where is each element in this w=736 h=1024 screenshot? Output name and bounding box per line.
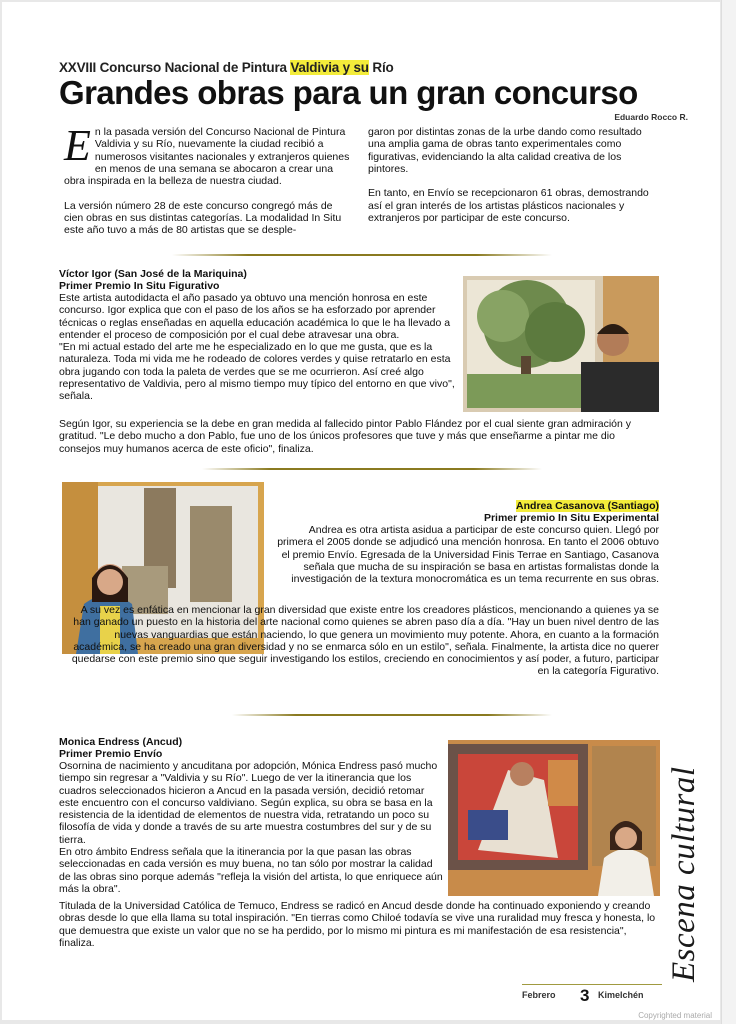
divider: [202, 468, 542, 470]
footer-rule: [522, 984, 662, 985]
divider: [232, 714, 552, 716]
intro-col1: E n la pasada versión del Concurso Nacional de Pintura Valdivia y su Río, nuevamente la ciudad recibió a numerosos visitantes nacionales y extranjeros quienes en menos de una semana se abocaron a crear una obra inspirada en la belleza de nuestra ciudad. La versión número 28 de este concurso congregó más de cien obras en sus distintas categorías. La modalidad In Situ este año tuvo a más de 80 artistas que se desple-: [64, 121, 350, 237]
section1-body: Este artista autodidacta el año pasado ya obtuvo una mención honrosa en este concurso. Igor explica que con el paso de los años se ha esforzado por aprender técnicas o reglas enseñadas en aquella educación académica lo que le ha llevado a entender el proceso de composición por el cual debe atravesar una obra. "En mi actual estado del arte me he especializado en lo que me gusta, que es la naturaleza. Toda mi vida me he rodeado de colores verdes y quise retratarlo en esta obra jugando con toda la paleta de verdes que se me ocurrieron. Así creé algo representativo de Valdivia, pero al mismo tiempo muy típico del entorno en que vivo", señala.: [59, 292, 455, 403]
divider: [172, 254, 552, 256]
photo-monica-endress: [448, 740, 660, 896]
intro-col2: garon por distintas zonas de la urbe dando como resultado una amplia gama de obras tanto experimentales como figurativas, evidenciando la alta calidad creativa de los pintores. En tanto, en Envío se recepcionaron 61 obras, demostrando así el gran interés de los artistas plásticos nacionales y extranjeros por participar de este concurso.: [368, 126, 649, 225]
magazine-page: [2, 2, 720, 1020]
page-number: 3: [580, 986, 590, 1005]
section3-body: Osornina de nacimiento y ancuditana por adopción, Mónica Endress pasó mucho tiempo sin regresar a "Valdivia y su Río". Luego de ver la itinerancia que los cuadros seleccionados hicieron a Ancud en la pasada versión, decidió retomar este encuentro con el concurso valdiviano. Según explica, su obra se basa en la resistencia de la identidad de elementos de nuestra vida, retratando un poco su filosofía de vida y donde a través de su arte muestra costumbres del sur y de su tierra. En otro ámbito Endress señala que la itinerancia por la que pasan las obras seleccionadas en cada versión es muy buena, no tan sólo por mostrar la calidad de las obras sino porque además "refleja la visión del artista, lo que enriquece aún más la obra".: [59, 760, 443, 895]
section2-body-1: Andrea es otra artista asidua a participar de este concurso quien. Llegó por primera el 2005 donde se adjudicó una mención honrosa. En tanto el 2006 obtuvo el premio Envío. Egresada de la Universidad Finis Terrae en Santiago, Casanova señala que mucha de su inspiración se basa en artistas formalistas donde la investigación de la textura monocromática es un tema recurrente en sus obras.: [277, 524, 659, 586]
watermark: Copyrighted material: [638, 1011, 712, 1020]
page-edge: [721, 0, 736, 1024]
page-title: Grandes obras para un gran concurso: [59, 74, 638, 111]
section3-prize: Primer Premio Envío: [59, 748, 163, 760]
section3-name: Monica Endress (Ancud): [59, 736, 183, 748]
section2-body-2: A su vez es enfática en mencionar la gran diversidad que existe entre los creadores plásticos, mencionando a quienes ya se han ganado un puesto en la historia del arte nacional como quienes se abren paso día a día. "Hay un buen nivel dentro de las nuevas vanguardias que están naciendo, lo que genera un movimiento muy potente. Ahora, en cuanto a la formación académica, se ha creado una gran diversidad y no se enmarca sólo en un estilo", señala. Finalmente, la artista dice no querer quedarse con este premio sino que seguir investigando los estilos, creciendo en conocimientos y así poder, a futuro, participar en la categoría Figurativo.: [71, 604, 659, 678]
footer-month: Febrero: [522, 990, 556, 1000]
section1-name: Víctor Igor (San José de la Mariquina): [59, 268, 247, 280]
author-byline: Eduardo Rocco R.: [614, 112, 688, 122]
footer-publication: Kimelchén: [598, 990, 644, 1000]
section1-closing: Según Igor, su experiencia se la debe en gran medida al fallecido pintor Pablo Flández por el cual siente gran admiración y gratitud. "Le debo mucho a don Pablo, fue uno de los únicos profesores que tuve y más que enseñarme a pintar me dio consejos muy humanos acerca de este oficio", finaliza.: [59, 418, 632, 455]
section2-prize: Primer premio In Situ Experimental: [483, 512, 659, 524]
photo-victor-igor: [463, 276, 659, 412]
drop-cap: E: [64, 121, 91, 170]
kicker: XXVIII Concurso Nacional de Pintura Valdivia y su Río: [59, 60, 394, 75]
section3-closing: Titulada de la Universidad Católica de Temuco, Endress se radicó en Ancud desde donde ha continuado exponiendo y creando obras desde lo que ella llama su total inspiración. "En tierras como Chiloé todavía se vive una ruralidad muy fresca y honesta, lo que demuestra que existe un valor que no se ha perdido, por lo mismo mi pintura es mi manifestación de esa resistencia", finaliza.: [59, 900, 656, 949]
section2-name: Andrea Casanova (Santiago): [516, 500, 659, 512]
sidebar-label: Escena cultural: [666, 766, 702, 982]
section1-prize: Primer Premio In Situ Figurativo: [59, 280, 220, 292]
